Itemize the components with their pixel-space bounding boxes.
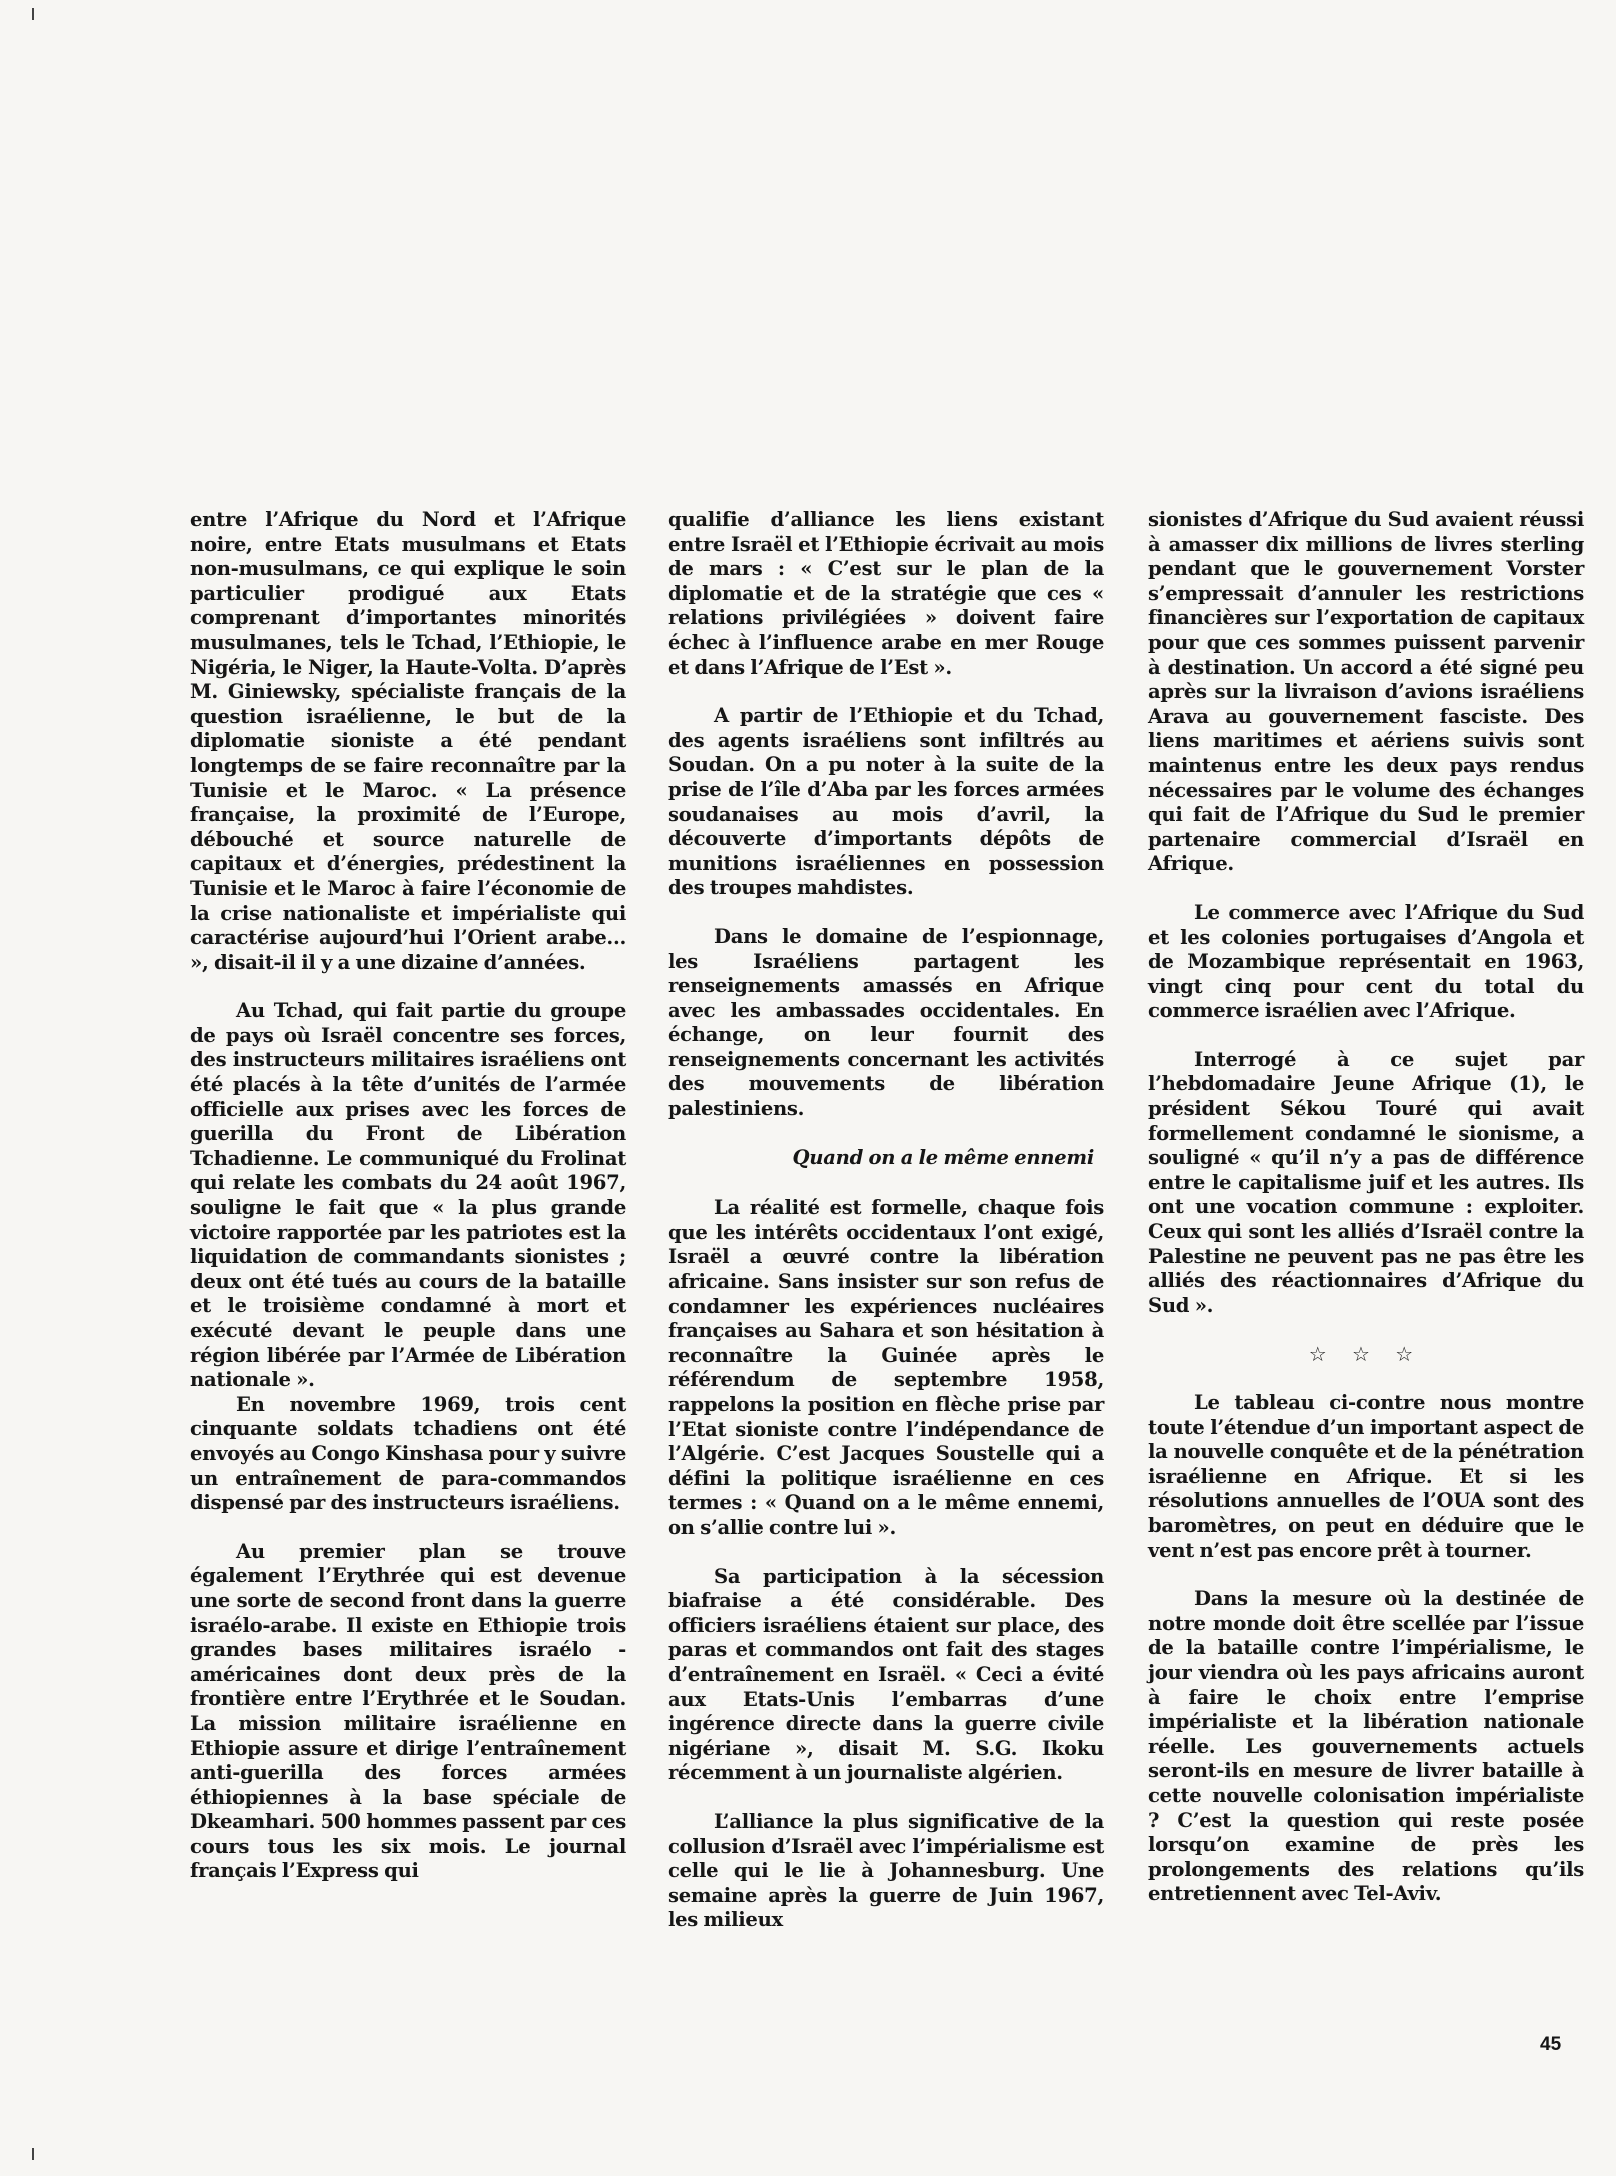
section-subheading: Quand on a le même ennemi	[792, 1145, 1094, 1169]
article-column-1	[190, 508, 626, 1908]
page-number: 45	[1540, 2034, 1562, 2055]
paragraph: En novembre 1969, trois cent cinquante soldats tchadiens ont été envoyés au Congo Kinshasa pour y suivre un entraînement de para-commandos dispensé par des instructeurs israéliens.	[190, 1392, 626, 1515]
paragraph: entre l’Afrique du Nord et l’Afrique noire, entre Etats musulmans et Etats non-musulmans, ce qui explique le soin particulier prodigué aux Etats comprenant d’importantes minorités musulmanes, tels le Tchad, l’Ethiopie, le Nigéria, le Niger, la Haute-Volta. D’après M. Giniewsky, spécialiste français de la question israélienne, le but de la diplomatie sioniste a été pendant longtemps de se faire reconnaître par la Tunisie et le Maroc. « La présence française, la proximité de l’Europe, débouché et source naturelle de capitaux et d’énergies, prédestinent la Tunisie et le Maroc à faire l’économie de la crise nationaliste et impérialiste qui caractérise aujourd’hui l’Orient arabe... », disait-il il y a une dizaine d’années.	[190, 508, 626, 974]
paragraph: L’alliance la plus significative de la collusion d’Israël avec l’impérialisme est celle qui le lie à Johannesburg. Une semaine après la guerre de Juin 1967, les milieux	[668, 1809, 1104, 1932]
paragraph: Dans le domaine de l’espionnage, les Israéliens partagent les renseignements amassés en Afrique avec les ambassades occidentales. En échange, on leur fournit des renseignements concernant les activités des mouvements de libération palestiniens.	[668, 924, 1104, 1121]
scan-edge-mark	[32, 8, 34, 20]
paragraph: qualifie d’alliance les liens existant entre Israël et l’Ethiopie écrivait au mois de mars : « C’est sur le plan de la diplomatie et de la stratégie que ces « relations privilégiées » doivent faire échec à l’influence arabe en mer Rouge et dans l’Afrique de l’Est ».	[668, 508, 1104, 679]
scan-edge-mark	[32, 2148, 34, 2160]
paragraph: Dans la mesure où la destinée de notre monde doit être scellée par l’issue de la bataille contre l’impérialisme, le jour viendra où les pays africains auront à faire le choix entre l’emprise impérialiste et la libération nationale réelle. Les gouvernements actuels seront-ils en mesure de livrer bataille à cette nouvelle colonisation impérialiste ? C’est la question qui reste posée lorsqu’on examine de près les prolongements des relations qu’ils entretiennent avec Tel-Aviv.	[1148, 1587, 1584, 1906]
section-separator-stars: ☆ ☆ ☆	[1308, 1342, 1424, 1367]
paragraph: Au Tchad, qui fait partie du groupe de pays où Israël concentre ses forces, des instructeurs militaires israéliens ont été placés à la tête d’unités de l’armée officielle aux prises avec les forces de guerilla du Front de Libération Tchadienne. Le communiqué du Frolinat qui relate les combats du 24 août 1967, souligne le fait que « la plus grande victoire rapportée par les patriotes est la liquidation de commandants sionistes ; deux ont été tués au cours de la bataille et le troisième condamné à mort et exécuté devant le peuple dans une région libérée par l’Armée de Libération nationale ».	[190, 999, 626, 1392]
paragraph: La réalité est formelle, chaque fois que les intérêts occidentaux l’ont exigé, Israël a œuvré contre la libération africaine. Sans insister sur son refus de condamner les expériences nucléaires françaises au Sahara et son hésitation à reconnaître la Guinée après le référendum de septembre 1958, rappelons la position en flèche prise par l’Etat sioniste contre l’indépendance de l’Algérie. C’est Jacques Soustelle qui a défini la politique israélienne en ces termes : « Quand on a le même ennemi, on s’allie contre lui ».	[668, 1196, 1104, 1539]
paragraph: sionistes d’Afrique du Sud avaient réussi à amasser dix millions de livres sterling pendant que le gouvernement Vorster s’empressait d’annuler les restrictions financières sur l’exportation de capitaux pour que ces sommes puissent parvenir à destination. Un accord a été signé peu après sur la livraison d’avions israéliens Arava au gouvernement fasciste. Des liens maritimes et aériens suivis sont maintenus entre les deux pays rendus nécessaires par le volume des échanges qui fait de l’Afrique du Sud le premier partenaire commercial d’Israël en Afrique.	[1148, 508, 1584, 876]
article-column-3	[1148, 508, 1584, 1931]
paragraph: A partir de l’Ethiopie et du Tchad, des agents israéliens sont infiltrés au Soudan. On a pu noter à la suite de la prise de l’île d’Aba par les forces armées soudanaises au mois d’avril, la découverte d’importants dépôts de munitions israéliennes en possession des troupes mahdistes.	[668, 704, 1104, 900]
paragraph: Le commerce avec l’Afrique du Sud et les colonies portugaises d’Angola et de Mozambique représentait en 1963, vingt cinq pour cent du total du commerce israélien avec l’Afrique.	[1148, 900, 1584, 1023]
paragraph: Interrogé à ce sujet par l’hebdomadaire Jeune Afrique (1), le président Sékou Touré qui avait formellement condamné le sionisme, a souligné « qu’il n’y a pas de différence entre le capitalisme juif et les autres. Ils ont une vocation commune : exploiter. Ceux qui sont les alliés d’Israël contre la Palestine ne peuvent pas ne pas être les alliés des réactionnaires d’Afrique du Sud ».	[1148, 1047, 1584, 1317]
paragraph: Sa participation à la sécession biafraise a été considérable. Des officiers israéliens étaient sur place, des paras et commandos ont fait des stages d’entraînement en Israël. « Ceci a évité aux Etats-Unis l’embarras d’une ingérence directe dans la guerre civile nigériane », disait M. S.G. Ikoku récemment à un journaliste algérien.	[668, 1564, 1104, 1785]
paragraph: Au premier plan se trouve également l’Erythrée qui est devenue une sorte de second front dans la guerre israélo-arabe. Il existe en Ethiopie trois grandes bases militaires israélo - américaines dont deux près de la frontière entre l’Erythrée et le Soudan. La mission militaire israélienne en Ethiopie assure et dirige l’entraînement anti-guerilla des forces armées éthiopiennes à la base spéciale de Dkeamhari. 500 hommes passent par ces cours tous les six mois. Le journal français l’Express qui	[190, 1539, 626, 1883]
article-column-2	[668, 508, 1104, 1957]
paragraph: Le tableau ci-contre nous montre toute l’étendue d’un important aspect de la nouvelle conquête et de la pénétration israélienne en Afrique. Et si les résolutions annuelles de l’OUA sont des baromètres, on peut en déduire que le vent n’est pas encore prêt à tourner.	[1148, 1391, 1584, 1562]
